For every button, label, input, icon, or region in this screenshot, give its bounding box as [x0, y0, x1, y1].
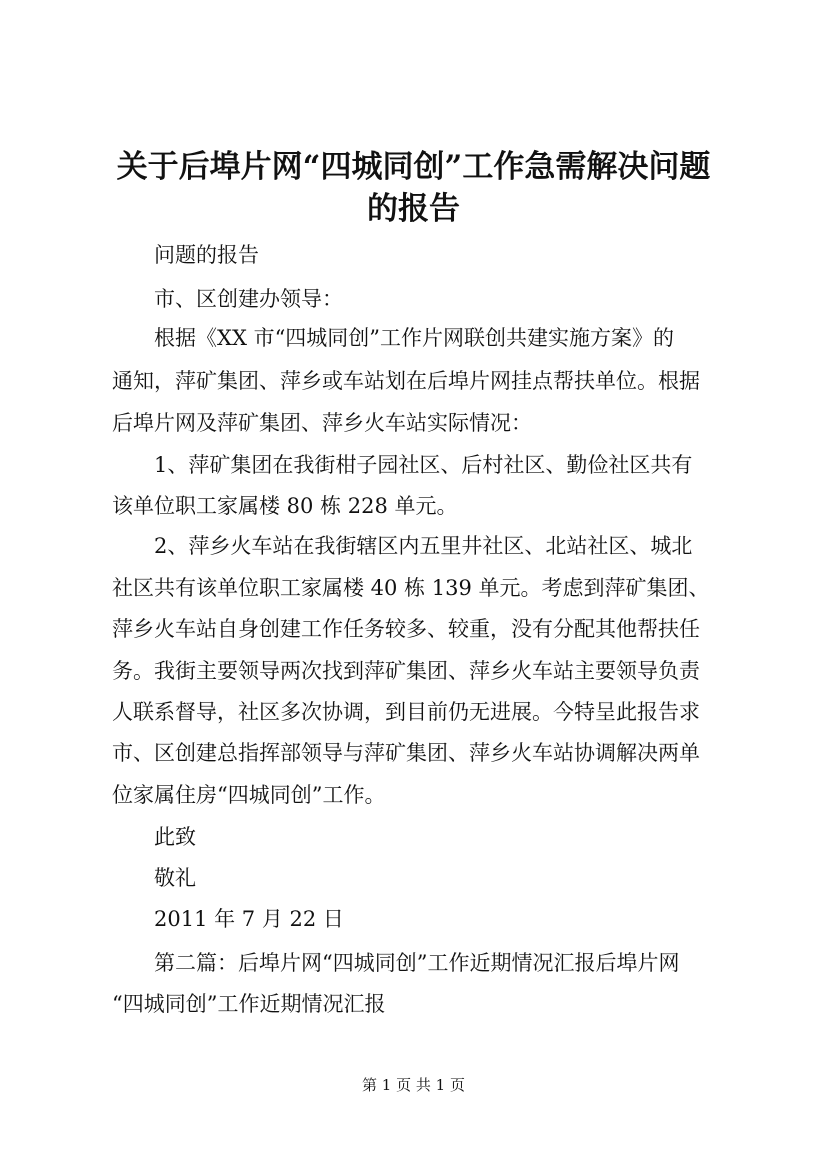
section-heading-line: “四城同创”工作近期情况汇报	[112, 992, 386, 1016]
section-heading-line: 第二篇：后埠片网“四城同创”工作近期情况汇报后埠片网	[154, 951, 680, 975]
body-line: 该单位职工家属楼 80 栋 228 单元。	[112, 494, 458, 518]
body-line: 根据《XX 市“四城同创”工作片网联创共建实施方案》的	[154, 326, 675, 350]
body-line: 务。我街主要领导两次找到萍矿集团、萍乡火车站主要领导负责	[112, 659, 700, 683]
body-line: 2、萍乡火车站在我街辖区内五里井社区、北站社区、城北	[154, 534, 693, 558]
subtitle-line: 问题的报告	[154, 243, 259, 267]
body-line: 市、区创建总指挥部领导与萍矿集团、萍乡火车站协调解决两单	[112, 741, 700, 765]
closing-line: 此致	[154, 825, 196, 849]
closing-line: 敬礼	[154, 866, 196, 890]
body-line: 位家属住房“四城同创”工作。	[112, 783, 386, 807]
body-line: 通知，萍矿集团、萍乡或车站划在后埠片网挂点帮扶单位。根据	[112, 369, 700, 393]
page-footer: 第 1 页 共 1 页	[362, 1076, 465, 1094]
document-title-line-2: 的报告	[367, 191, 460, 227]
body-line: 社区共有该单位职工家属楼 40 栋 139 单元。考虑到萍矿集团、	[112, 576, 710, 600]
salutation-line: 市、区创建办领导：	[154, 287, 343, 311]
body-line: 后埠片网及萍矿集团、萍乡火车站实际情况：	[112, 411, 532, 435]
date-line: 2011 年 7 月 22 日	[154, 907, 344, 931]
document-title-line-1: 关于后埠片网“四城同创”工作急需解决问题	[116, 149, 711, 185]
body-line: 萍乡火车站自身创建工作任务较多、较重，没有分配其他帮扶任	[112, 617, 700, 641]
body-line: 1、萍矿集团在我街柑子园社区、后村社区、勤俭社区共有	[154, 453, 693, 477]
body-line: 人联系督导，社区多次协调，到目前仍无进展。今特呈此报告求	[112, 700, 700, 724]
